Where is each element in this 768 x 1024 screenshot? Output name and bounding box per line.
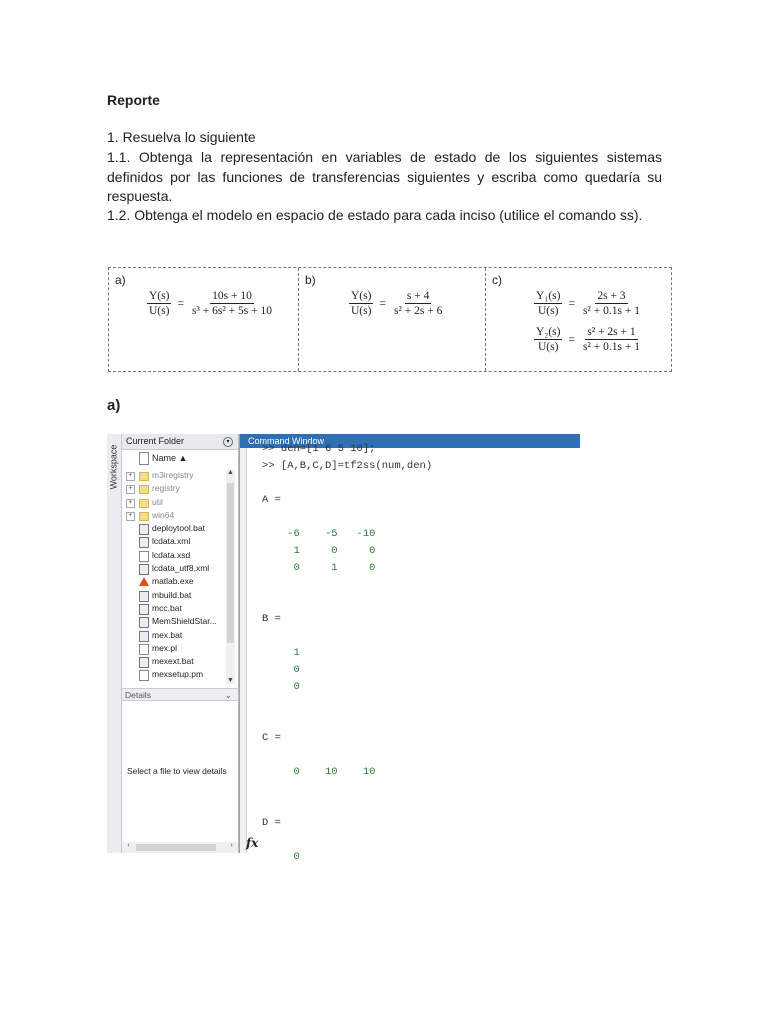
formula-c1-lhs-num: Y₁(s) — [536, 290, 561, 302]
formula-c1-lhs-den: U(s) — [538, 305, 559, 317]
chevron-down-icon[interactable]: ⌄ — [224, 690, 232, 700]
file-name: lcdata_utf8.xml — [152, 563, 210, 574]
file-row[interactable] — [122, 469, 224, 482]
file-row[interactable] — [122, 535, 224, 548]
instruction-1-2: 1.2. Obtenga el modelo en espacio de estado para cada inciso (utilice el comando ss). — [107, 207, 643, 223]
formula-a-eq: = — [177, 297, 184, 310]
formula-c2-eq: = — [568, 333, 575, 346]
formula-c1-rhs-num: 2s + 3 — [597, 290, 626, 302]
formula-c2-rhs-num: s² + 2s + 1 — [587, 326, 636, 338]
file-name: mexext.bat — [152, 656, 194, 667]
formula-b-eq: = — [379, 297, 386, 310]
cell-label-a: a) — [115, 273, 126, 287]
instruction-1-1: 1.1. Obtenga la representación en variables de estado de los siguientes sistemas definidos por las funciones de transferencias siguientes y escriba como quedaría su respuesta. — [107, 149, 662, 204]
file-icon — [139, 644, 149, 655]
output-value-line: 0 — [262, 681, 300, 693]
output-value-line: 0 — [262, 851, 300, 863]
section-label-a: a) — [107, 397, 121, 414]
current-folder-panel — [122, 434, 239, 853]
output-value-line: 0 — [262, 664, 300, 676]
file-name: lcdata.xsd — [152, 549, 191, 560]
command-window-title: Command Window — [240, 434, 580, 448]
command-line: >> den=[1 6 5 10]; — [262, 443, 376, 455]
output-value-line: -6 -5 -10 — [262, 528, 376, 540]
folder-icon — [139, 499, 149, 508]
folder-icon — [139, 472, 149, 481]
folder-icon — [139, 512, 149, 521]
file-row[interactable] — [122, 482, 224, 495]
file-row[interactable] — [122, 575, 224, 588]
file-name: mexsetup.pm — [152, 669, 204, 680]
file-row[interactable] — [122, 642, 224, 655]
file-icon — [139, 617, 149, 628]
file-icon — [139, 537, 149, 548]
table-cell-b — [298, 268, 485, 371]
command-line: A = — [262, 494, 281, 506]
expand-icon[interactable]: + — [126, 485, 135, 494]
formula-c2 — [532, 326, 644, 353]
formula-a — [145, 290, 276, 317]
file-icon — [139, 604, 149, 615]
formula-c1-eq: = — [568, 297, 575, 310]
file-icon — [139, 591, 149, 602]
output-value-line: 0 10 10 — [262, 766, 376, 778]
table-cell-a — [109, 268, 298, 371]
table-cell-c — [485, 268, 671, 371]
file-row[interactable] — [122, 589, 224, 602]
formula-c2-rhs-den: s² + 0.1s + 1 — [582, 341, 640, 353]
file-row[interactable] — [122, 562, 224, 575]
details-scroll-thumb[interactable] — [136, 844, 216, 851]
expand-icon[interactable]: + — [126, 499, 135, 508]
file-row[interactable] — [122, 602, 224, 615]
expand-icon[interactable]: + — [126, 512, 135, 521]
panel-menu-icon[interactable]: ▾ — [223, 437, 233, 447]
scroll-down-icon[interactable]: ▼ — [227, 677, 234, 684]
name-column-doc-icon — [139, 452, 149, 465]
file-name: mex.bat — [152, 629, 183, 640]
formula-a-rhs-num: 10s + 10 — [212, 290, 252, 302]
details-bar[interactable] — [122, 688, 238, 701]
output-value-line: 1 0 0 — [262, 545, 376, 557]
folder-icon — [139, 485, 149, 494]
file-row[interactable] — [122, 549, 224, 562]
details-label: Details — [125, 690, 151, 700]
scroll-left-icon[interactable]: ‹ — [127, 842, 130, 849]
file-row[interactable] — [122, 509, 224, 522]
expand-icon[interactable]: + — [126, 472, 135, 481]
current-folder-title: Current Folder — [126, 436, 185, 446]
file-row[interactable] — [122, 668, 224, 681]
file-name: deploytool.bat — [152, 523, 205, 534]
formula-c2-lhs-num: Y₂(s) — [536, 326, 561, 338]
command-line: D = — [262, 817, 281, 829]
current-folder-header — [122, 434, 238, 450]
details-scrollbar[interactable] — [122, 842, 238, 853]
file-name: MemShieldStar... — [152, 616, 217, 627]
page-title: Reporte — [107, 92, 160, 108]
file-list — [122, 469, 224, 682]
scroll-up-icon[interactable]: ▲ — [227, 469, 234, 476]
formula-b-lhs-num: Y(s) — [351, 290, 372, 302]
file-name: matlab.exe — [152, 576, 194, 587]
cell-label-b: b) — [305, 273, 316, 287]
formula-a-lhs-num: Y(s) — [149, 290, 170, 302]
file-name: util — [152, 496, 163, 507]
formula-b-rhs-den: s² + 2s + 6 — [393, 305, 443, 317]
file-row[interactable] — [122, 655, 224, 668]
formula-b — [347, 290, 446, 317]
formula-a-lhs-den: U(s) — [149, 305, 170, 317]
command-line: C = — [262, 732, 281, 744]
command-window[interactable] — [239, 434, 580, 863]
command-line: B = — [262, 613, 281, 625]
details-placeholder: Select a file to view details — [127, 766, 227, 776]
workspace-tab[interactable] — [107, 434, 122, 853]
matlab-logo-icon — [139, 577, 149, 586]
formula-b-lhs-den: U(s) — [351, 305, 372, 317]
file-icon — [139, 524, 149, 535]
formula-c1 — [532, 290, 644, 317]
cell-label-c: c) — [492, 273, 502, 287]
file-icon — [139, 670, 149, 681]
output-value-line: 1 — [262, 647, 300, 659]
file-list-scroll-thumb[interactable] — [227, 483, 234, 643]
file-icon — [139, 564, 149, 575]
instruction-1: 1. Resuelva lo siguiente — [107, 129, 256, 145]
file-row[interactable] — [122, 496, 224, 509]
file-name: lcdata.xml — [152, 536, 191, 547]
file-name: mcc.bat — [152, 602, 182, 613]
formula-a-rhs-den: s³ + 6s² + 5s + 10 — [191, 305, 272, 317]
file-row[interactable] — [122, 522, 224, 535]
transfer-function-table — [108, 267, 672, 372]
file-row[interactable] — [122, 629, 224, 642]
matlab-screenshot — [107, 434, 579, 863]
command-line: >> [A,B,C,D]=tf2ss(num,den) — [262, 460, 433, 472]
formula-c2-lhs-den: U(s) — [538, 341, 559, 353]
command-window-gutter — [240, 448, 247, 853]
file-name: mbuild.bat — [152, 589, 192, 600]
fx-icon[interactable]: fx — [246, 836, 259, 850]
file-row[interactable] — [122, 615, 224, 628]
formula-b-rhs-num: s + 4 — [406, 290, 430, 302]
name-column-header[interactable]: Name ▲ — [152, 453, 188, 463]
workspace-tab-label: Workspace — [108, 444, 119, 490]
file-icon — [139, 551, 149, 562]
file-name: mex.pl — [152, 642, 178, 653]
file-name: win64 — [152, 509, 175, 520]
file-list-scrollbar[interactable] — [226, 469, 235, 684]
file-icon — [139, 657, 149, 668]
formula-c1-rhs-den: s² + 0.1s + 1 — [582, 305, 640, 317]
file-name: registry — [152, 483, 180, 494]
output-value-line: 0 1 0 — [262, 562, 376, 574]
file-name: m3iregistry — [152, 470, 194, 480]
scroll-right-icon[interactable]: › — [230, 842, 233, 849]
file-icon — [139, 631, 149, 642]
